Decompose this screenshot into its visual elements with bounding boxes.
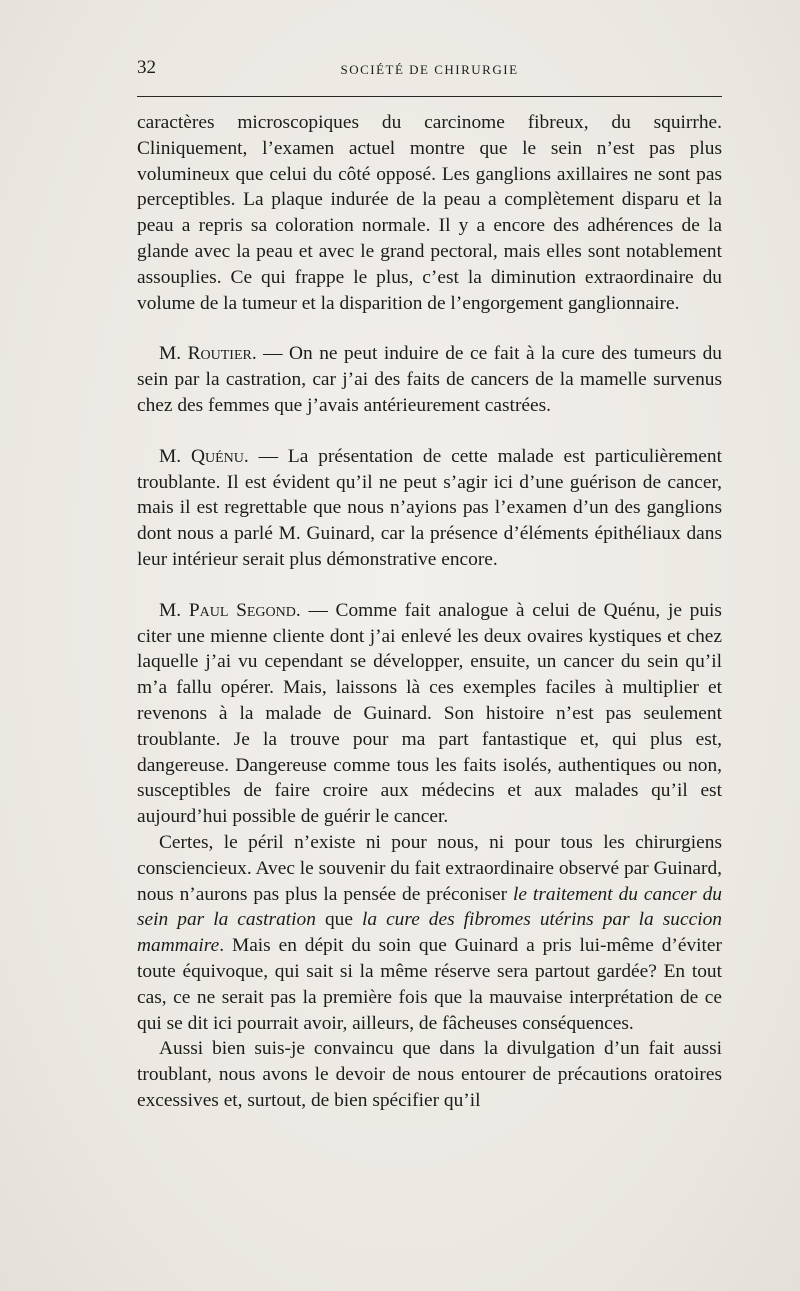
speaker-prefix: M. [159, 343, 182, 365]
header-rule [137, 96, 722, 97]
speaker-name-routier: Routier [187, 343, 252, 365]
paragraph-text-part3: . Mais en dépit du soin que Guinard a pris lui-même d’éviter toute équivoque, qui sait si la même réserve sera partout gardée? En tout cas, ce ne serait pas la première fois que la mauvaise interprétation de ce qui se dit ici pourrait avoir, ailleurs, de fâcheuses conséquences. [137, 935, 722, 1034]
paragraph-text-part2: que [315, 909, 362, 931]
paragraph-text: . — Comme fait analogue à celui de Quénu, je puis citer une mienne cliente dont j’ai enlevé les deux ovaires kystiques et chez laquelle j’ai vu cependant se développer, ensuite, un cancer du sein qu’il m’a fallu opérer. Mais, laissons là ces exemples faciles à multiplier et revenons à la malade de Guinard. Son histoire n’est pas seulement troublante. Je la trouve pour ma part fantastique et, qui plus est, dangereuse. Dangereuse comme tous les faits isolés, authentiques ou non, susceptibles de faire croire aux médecins et aux malades qu’il est aujourd’hui possible de guérir le cancer. [137, 599, 722, 828]
paragraph-quenu [137, 444, 722, 573]
speaker-name-quenu: Quénu [191, 445, 244, 467]
italic-phrase-succion: la cure des fibromes utérins par la succion mammaire [137, 909, 722, 957]
speaker-prefix: M. [159, 599, 182, 621]
paragraph-aussi-bien [137, 1036, 722, 1113]
body-text [137, 110, 722, 1114]
paragraph-continuation [137, 110, 722, 316]
speaker-prefix: M. [159, 445, 182, 467]
page-header [137, 57, 722, 81]
page-number: 32 [137, 57, 156, 78]
paragraph-text: . — La présentation de cette malade est particulièrement troublante. Il est évident qu’il ne peut s’agir ici d’une guérison de cancer, mais il est regrettable que nous n’ayions pas l’examen d’un des ganglions dont nous a parlé M. Guinard, car la présence d’éléments épithéliaux dans leur intérieur serait plus démonstrative encore. [137, 445, 722, 570]
running-title: SOCIÉTÉ DE CHIRURGIE [340, 62, 519, 77]
paragraph-text: Aussi bien suis-je convaincu que dans la divulgation d’un fait aussi troublant, nous avons le devoir de nous entourer de précautions oratoires excessives et, surtout, de bien spécifier qu’il [137, 1038, 722, 1111]
paragraph-text: caractères microscopiques du carcinome fibreux, du squirrhe. Cliniquement, l’examen actuel montre que le sein n’est pas plus volumineux que celui du côté opposé. Les ganglions axillaires ne sont pas perceptibles. La plaque indurée de la peau a complètement disparu et la peau a repris sa coloration normale. Il y a encore des adhérences de la glande avec la peau et avec le grand pectoral, mais elles sont notablement assouplies. Ce qui frappe le plus, c’est la diminution extraordinaire du volume de la tumeur et la disparition de l’engorgement ganglionnaire. [137, 112, 722, 314]
paragraph-certes [137, 830, 722, 1036]
paragraph-segond [137, 598, 722, 830]
paragraph-text-part1: Certes, le péril n’existe ni pour nous, ni pour tous les chirurgiens consciencieux. Avec le souvenir du fait extraordinaire observé par Guinard, nous n’aurons pas plus la pensée de préconiser [137, 831, 722, 905]
paragraph-routier [137, 341, 722, 418]
italic-phrase-castration: le traitement du cancer du sein par la castration [137, 883, 722, 931]
paragraph-text: . — On ne peut induire de ce fait à la cure des tumeurs du sein par la castration, car j’ai des faits de cancers de la mamelle survenus chez des femmes que j’avais antérieurement castrées. [137, 343, 722, 416]
speaker-name-segond: Paul Segond [188, 599, 296, 621]
